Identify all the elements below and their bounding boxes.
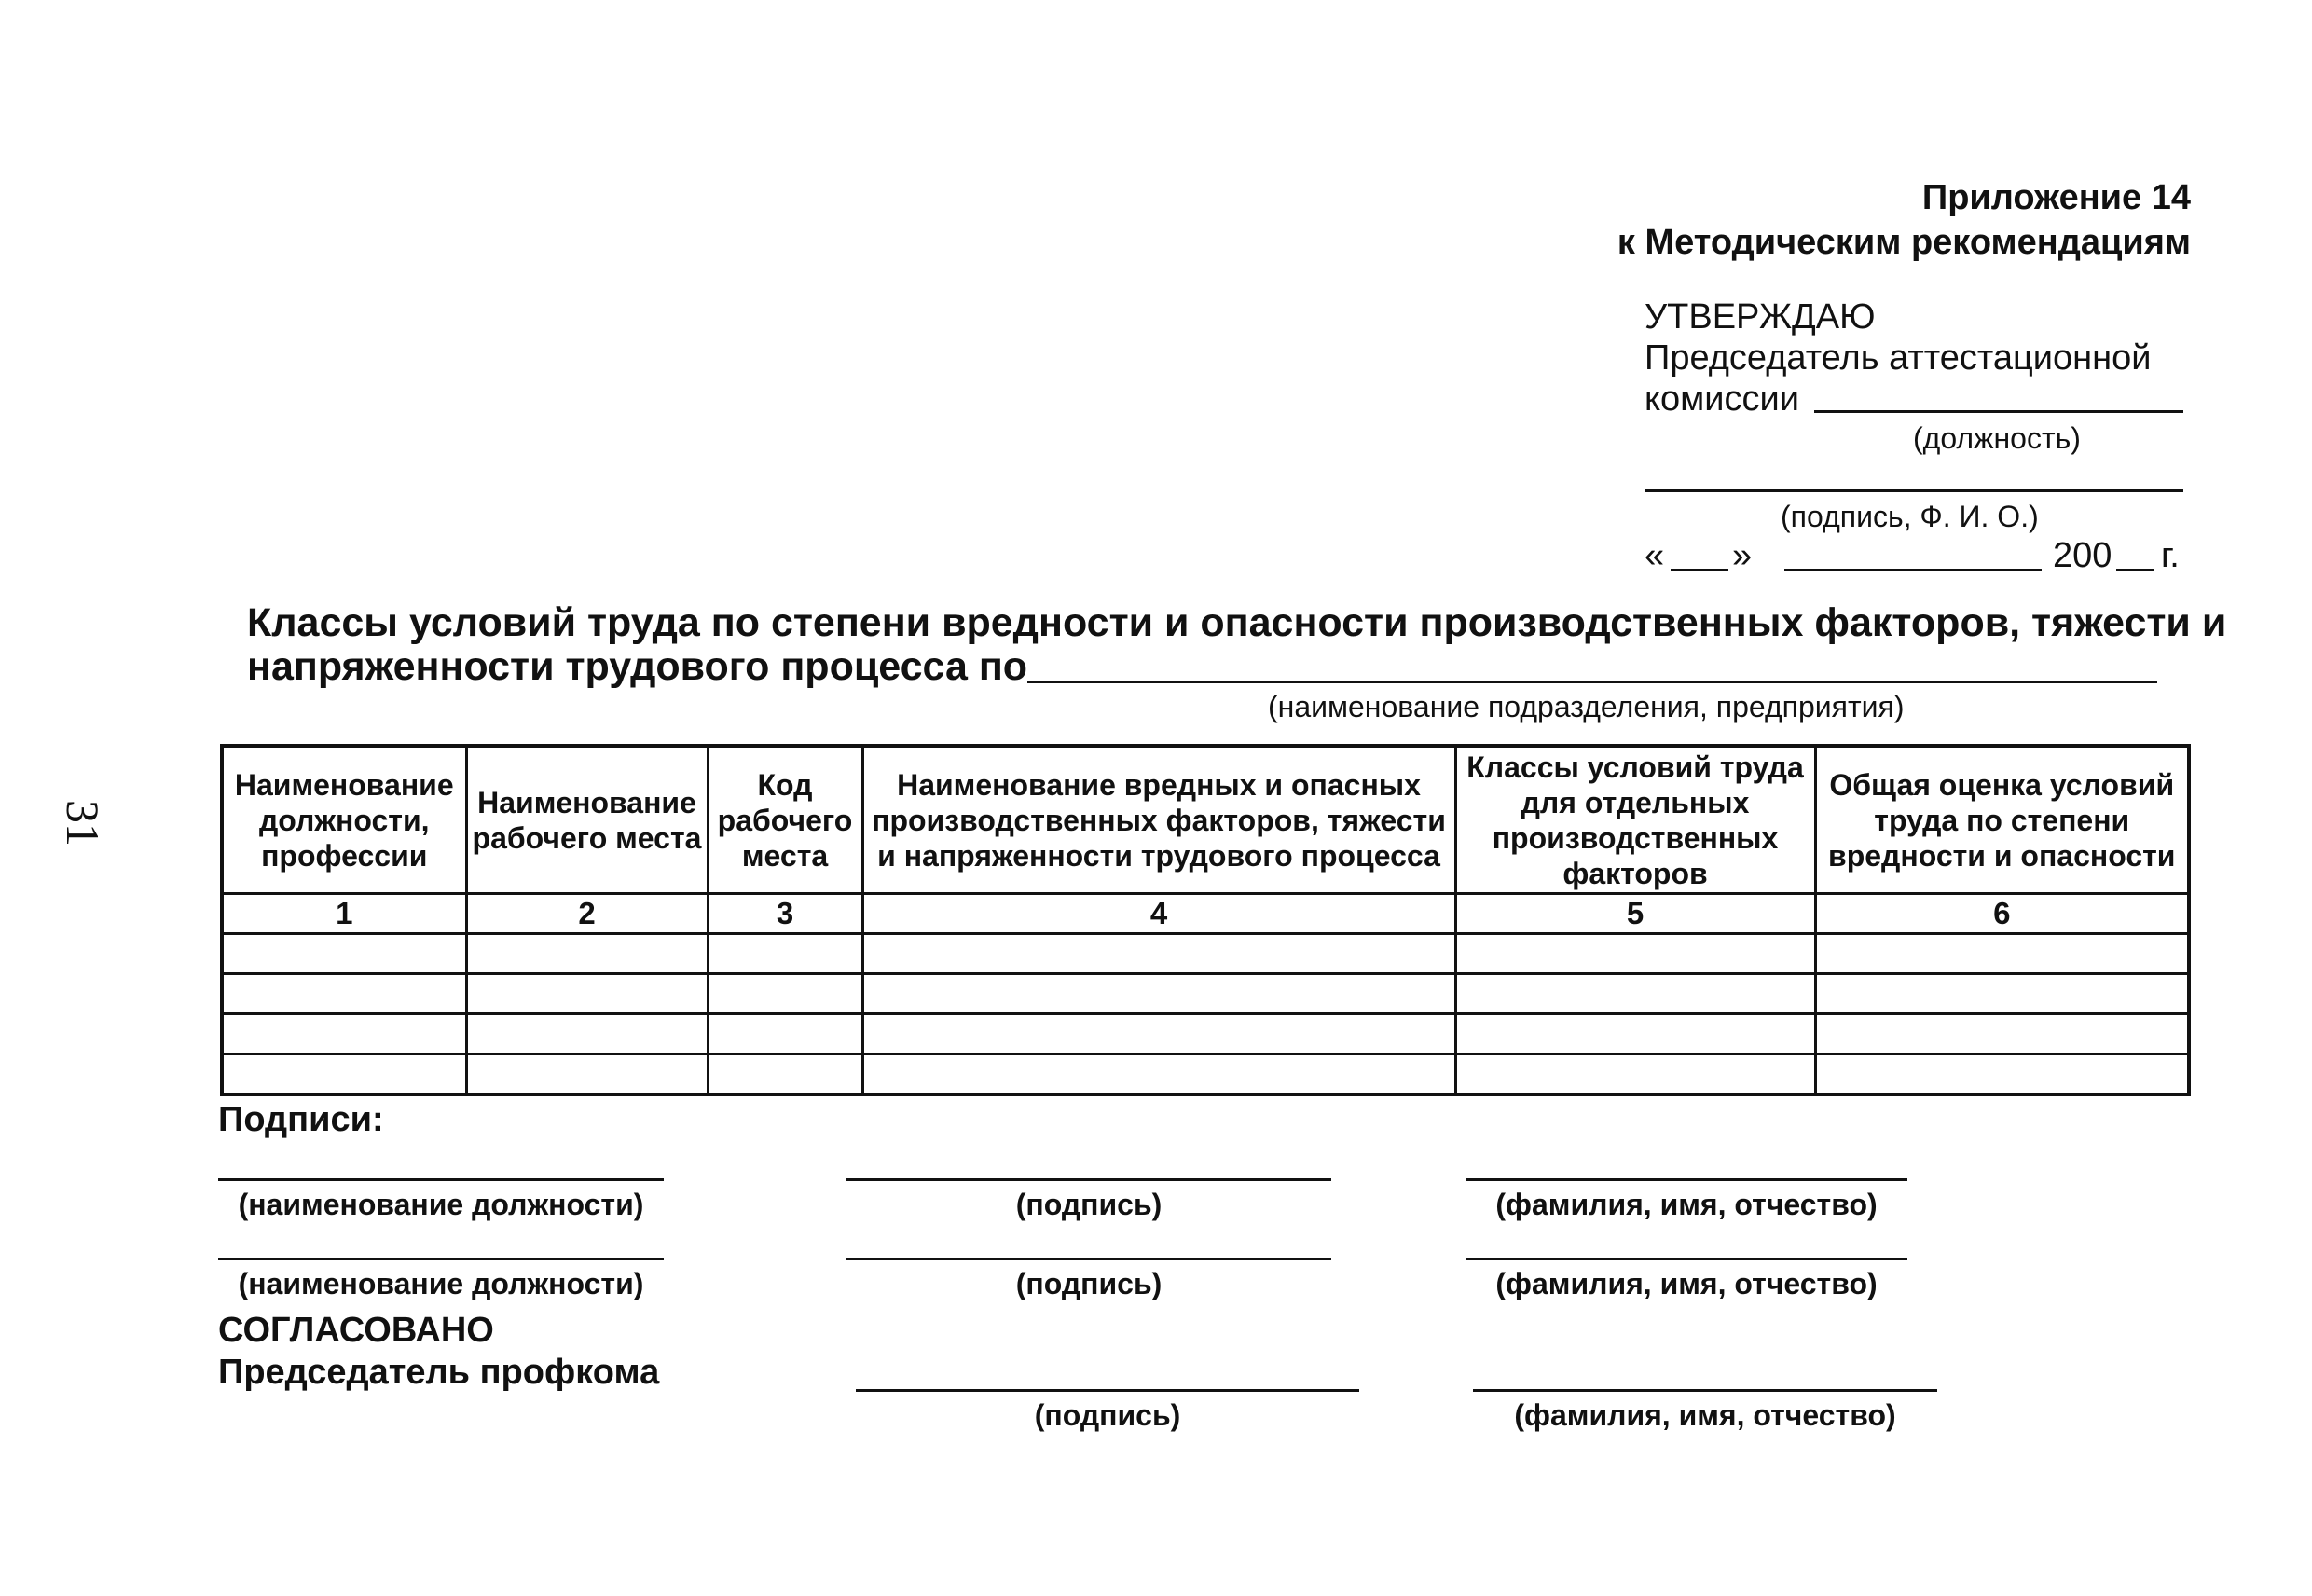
column-number: 2: [466, 894, 708, 934]
department-caption: (наименование подразделения, предприятия): [1268, 690, 1905, 723]
agreed-heading: СОГЛАСОВАНО: [218, 1311, 494, 1350]
signature-caption-2: (подпись): [1015, 1267, 1163, 1300]
date-open-quote: «: [1645, 536, 1665, 575]
date-month-line[interactable]: [1784, 569, 2042, 571]
approve-label: УТВЕРЖДАЮ: [1645, 297, 1876, 337]
position-caption-1: (наименование должности): [238, 1188, 644, 1221]
table-cell[interactable]: [222, 1054, 466, 1095]
header-workplace: Наименование рабочего места: [466, 746, 708, 894]
department-line[interactable]: [1027, 681, 2157, 683]
header-factor-classes: Классы условий труда для отдельных производственных факторов: [1455, 746, 1815, 894]
title-line2: напряженности трудового процесса по: [247, 644, 1028, 689]
table-cell[interactable]: [708, 974, 862, 1014]
column-number: 4: [862, 894, 1455, 934]
position-caption: (должность): [1913, 421, 2081, 455]
table-cell[interactable]: [708, 934, 862, 974]
position-caption-2: (наименование должности): [238, 1267, 644, 1300]
position-line[interactable]: [1814, 410, 2183, 413]
table-cell[interactable]: [1815, 934, 2189, 974]
date-year-suffix: г.: [2161, 536, 2180, 575]
approve-chairman: Председатель аттестационной: [1645, 338, 2152, 378]
agreed-signature-line[interactable]: [856, 1389, 1359, 1392]
fio-caption-1: (фамилия, имя, отчество): [1495, 1188, 1878, 1221]
signature-caption: (подпись, Ф. И. О.): [1781, 500, 2039, 533]
date-day-line[interactable]: [1671, 569, 1728, 571]
agreed-fio-line[interactable]: [1473, 1389, 1937, 1392]
signature-line-1[interactable]: [846, 1178, 1331, 1181]
agreed-fio-caption: (фамилия, имя, отчество): [1514, 1398, 1896, 1432]
header-factors: Наименование вредных и опасных производственных факторов, тяжести и напряженности трудового процесса: [862, 746, 1455, 894]
header-position: Наименование должности, профессии: [222, 746, 466, 894]
signatures-heading: Подписи:: [218, 1100, 384, 1139]
table-cell[interactable]: [466, 974, 708, 1014]
table-number-row: [222, 894, 2189, 934]
table-cell[interactable]: [1455, 1014, 1815, 1054]
table-cell[interactable]: [222, 934, 466, 974]
appendix-line2: к Методическим рекомендациям: [1617, 223, 2191, 262]
table-cell[interactable]: [1815, 1014, 2189, 1054]
column-number: 6: [1815, 894, 2189, 934]
date-year: 200: [2053, 536, 2112, 575]
table-cell[interactable]: [1455, 934, 1815, 974]
table-cell[interactable]: [466, 1014, 708, 1054]
table-header-row: [222, 746, 2189, 894]
date-year-line[interactable]: [2116, 569, 2154, 571]
agreed-chairman: Председатель профкома: [218, 1353, 660, 1392]
column-number: 3: [708, 894, 862, 934]
position-line-1[interactable]: [218, 1178, 664, 1181]
table-cell[interactable]: [862, 974, 1455, 1014]
table-cell[interactable]: [466, 934, 708, 974]
table-row: [222, 1014, 2189, 1054]
table-cell[interactable]: [1455, 974, 1815, 1014]
column-number: 5: [1455, 894, 1815, 934]
title-line1: Классы условий труда по степени вредности и опасности производственных факторов, тяжести и: [247, 600, 2227, 645]
classes-table: [220, 744, 2191, 1096]
table-cell[interactable]: [222, 1014, 466, 1054]
table-row: [222, 1054, 2189, 1095]
table-cell[interactable]: [222, 974, 466, 1014]
signature-line-2[interactable]: [846, 1258, 1331, 1260]
header-workplace-code: Код рабочего места: [708, 746, 862, 894]
signature-line[interactable]: [1645, 489, 2183, 492]
fio-line-2[interactable]: [1466, 1258, 1907, 1260]
page-number: 31: [57, 800, 109, 846]
table-cell[interactable]: [1815, 1054, 2189, 1095]
date-close-quote: »: [1732, 536, 1753, 575]
table-cell[interactable]: [708, 1054, 862, 1095]
appendix-line1: Приложение 14: [1921, 178, 2191, 217]
table-cell[interactable]: [466, 1054, 708, 1095]
column-number: 1: [222, 894, 466, 934]
table-row: [222, 974, 2189, 1014]
fio-caption-2: (фамилия, имя, отчество): [1495, 1267, 1878, 1300]
table-cell[interactable]: [1815, 974, 2189, 1014]
agreed-signature-caption: (подпись): [1034, 1398, 1181, 1432]
signature-caption-1: (подпись): [1015, 1188, 1163, 1221]
header-overall-assessment: Общая оценка условий труда по степени вредности и опасности: [1815, 746, 2189, 894]
table-cell[interactable]: [862, 1054, 1455, 1095]
table-cell[interactable]: [862, 1014, 1455, 1054]
fio-line-1[interactable]: [1466, 1178, 1907, 1181]
table-cell[interactable]: [708, 1014, 862, 1054]
table-cell[interactable]: [1455, 1054, 1815, 1095]
approve-commission: комиссии: [1645, 379, 1799, 419]
position-line-2[interactable]: [218, 1258, 664, 1260]
table-row: [222, 934, 2189, 974]
table-cell[interactable]: [862, 934, 1455, 974]
